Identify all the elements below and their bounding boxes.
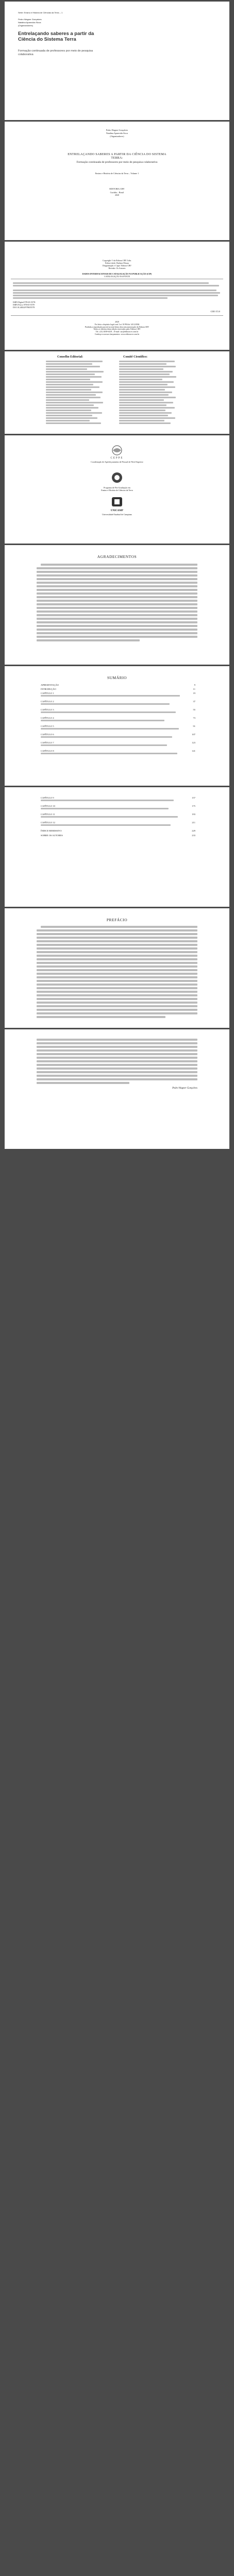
toc-entry[interactable]: CAPÍTULO 8 141 xyxy=(41,750,195,758)
organizers-label: (Organizadores) xyxy=(18,24,33,27)
capes-logo xyxy=(108,445,126,456)
halftitle-organizers: (Organizadores) xyxy=(110,135,124,138)
acknowledgements-text xyxy=(37,564,197,656)
acknowledgements-page xyxy=(5,545,229,665)
cover-title: Entrelaçando saberes a partir da Ciência do Sistema Terra xyxy=(18,31,94,42)
copyright-line: Copyright © da Editora CRV Ltda. xyxy=(103,259,131,262)
summary-continued-page xyxy=(5,787,229,907)
author-name: Natalina Aparecida Sicca xyxy=(18,21,41,24)
summary-title: SUMÁRIO xyxy=(107,675,127,680)
halftitle-subtitle: Formação continuada de professores por meio de pesquisa colaborativa xyxy=(76,161,158,164)
toc-entry[interactable]: CAPÍTULO 10 175 xyxy=(41,805,195,813)
toc-entry[interactable]: CAPÍTULO 4 73 xyxy=(41,717,195,725)
publication-place-year: Curitiba – Brasil 2020 xyxy=(110,191,124,196)
publisher-name: EDITORA CRV xyxy=(109,188,125,190)
unicamp-name: UNICAMP xyxy=(110,510,124,512)
halftitle-page xyxy=(5,122,229,240)
doi: DOI 10.24824/978655578 xyxy=(13,306,35,309)
isbn-digital: ISBN Digital 978-65-5578- xyxy=(13,301,36,303)
toc-entry[interactable]: CAPÍTULO 7 123 xyxy=(41,741,195,750)
cover-page xyxy=(5,2,229,120)
toc-entry[interactable]: INTRODUÇÃO 11 xyxy=(41,688,195,690)
capes-caption: Coordenação de Aperfeiçoamento de Pessoal de Nível Superior xyxy=(91,461,143,463)
scientific-committee-list xyxy=(119,361,181,428)
catalog-box xyxy=(11,279,223,316)
author-name: Pedro Wagner Gonçalves xyxy=(18,18,42,21)
editor-line: Editor-chefe: Railson Moura xyxy=(105,262,129,264)
cdd: CDD 372.8 xyxy=(210,310,220,313)
catalog-subtitle: CATALOGAÇÃO NA FONTE xyxy=(104,275,130,278)
toc-entry[interactable]: CAPÍTULO 6 107 xyxy=(41,733,195,741)
halftitle-authors: Pedro Wagner Gonçalves Natalina Aparecida Sicca xyxy=(106,129,128,134)
unicamp-caption: Universidade Estadual de Campinas xyxy=(102,513,132,516)
toc-entry[interactable]: CAPÍTULO 5 91 xyxy=(41,725,195,733)
halftitle-series: Ensino e História de Ciências da Terra – Volume 1 xyxy=(95,172,139,175)
preface-page xyxy=(5,908,229,1028)
toc-entry[interactable]: CAPÍTULO 9 157 xyxy=(41,796,195,805)
preface-title: PREFÁCIO xyxy=(106,918,128,922)
toc-entry[interactable]: CAPÍTULO 12 211 xyxy=(41,821,195,829)
catalog-title: DADOS INTERNACIONAIS DE CATALOGAÇÃO NA PUBLICAÇÃO (CIP) xyxy=(82,273,152,275)
toc-entry[interactable]: CAPÍTULO 11 193 xyxy=(41,813,195,821)
isbn-physical: ISBN Físico 978-65-5578- xyxy=(13,303,35,306)
legal-notice: 2020 Foi feito o depósito legal conf. Lei 10.994 de 14/12/2004 Proibida a reprodução parcial ou total desta obra sem autorização da Editora CRV Todos os direitos desta edição reservados pela: Editora CRV Tel.: (41) 3039-6418 – E-mail: sac@editoracrv.com.br Conheça os nossos lançamentos: www.editoracrv.com.br xyxy=(85,321,149,335)
toc-list xyxy=(41,684,195,758)
editorial-council-list xyxy=(46,361,108,428)
capes-name: CEPPE xyxy=(110,457,124,460)
toc-entry[interactable]: ÍNDICE REMISSIVO 229 xyxy=(41,829,195,832)
preface-signature: Pedro Wagner Gonçalves xyxy=(172,1087,197,1090)
summary-page xyxy=(5,666,229,786)
unicamp-logo xyxy=(111,496,123,507)
logos-page xyxy=(5,435,229,544)
series-header: Série: Ensino e História de Ciências da Terra – 1 xyxy=(18,11,63,14)
toc-entry[interactable]: CAPÍTULO 1 19 xyxy=(41,692,195,700)
credits-page xyxy=(5,242,229,350)
editorial-council-title: Conselho Editorial: xyxy=(57,355,83,359)
revision-line: Revisão: Os Autores xyxy=(108,267,126,269)
scientific-committee-title: Comitê Científico: xyxy=(123,355,148,359)
cover-subtitle: Formação continuada de professores por meio de pesquisa colaborativa xyxy=(18,49,93,56)
acknowledgements-title: AGRADECIMENTOS xyxy=(97,554,137,559)
toc-entry[interactable]: CAPÍTULO 2 37 xyxy=(41,700,195,708)
layout-line: Diagramação e Capa: Editora CRV xyxy=(102,264,132,267)
council-page xyxy=(5,351,229,434)
halftitle-title: ENTRELAÇANDO SABERES A PARTIR DA CIÊNCIA DO SISTEMA TERRA: xyxy=(68,153,166,160)
preface-continued-page xyxy=(5,1029,229,1149)
toc-entry[interactable]: CAPÍTULO 3 55 xyxy=(41,708,195,717)
toc-entry[interactable]: SOBRE OS AUTORES 233 xyxy=(41,834,195,837)
toc-list-continued xyxy=(41,796,195,839)
toc-entry[interactable]: APRESENTAÇÃO 9 xyxy=(41,684,195,686)
program-logo xyxy=(111,471,123,484)
program-name: Programa de Pós-Graduação em Ensino e História de Ciências da Terra xyxy=(101,486,133,492)
